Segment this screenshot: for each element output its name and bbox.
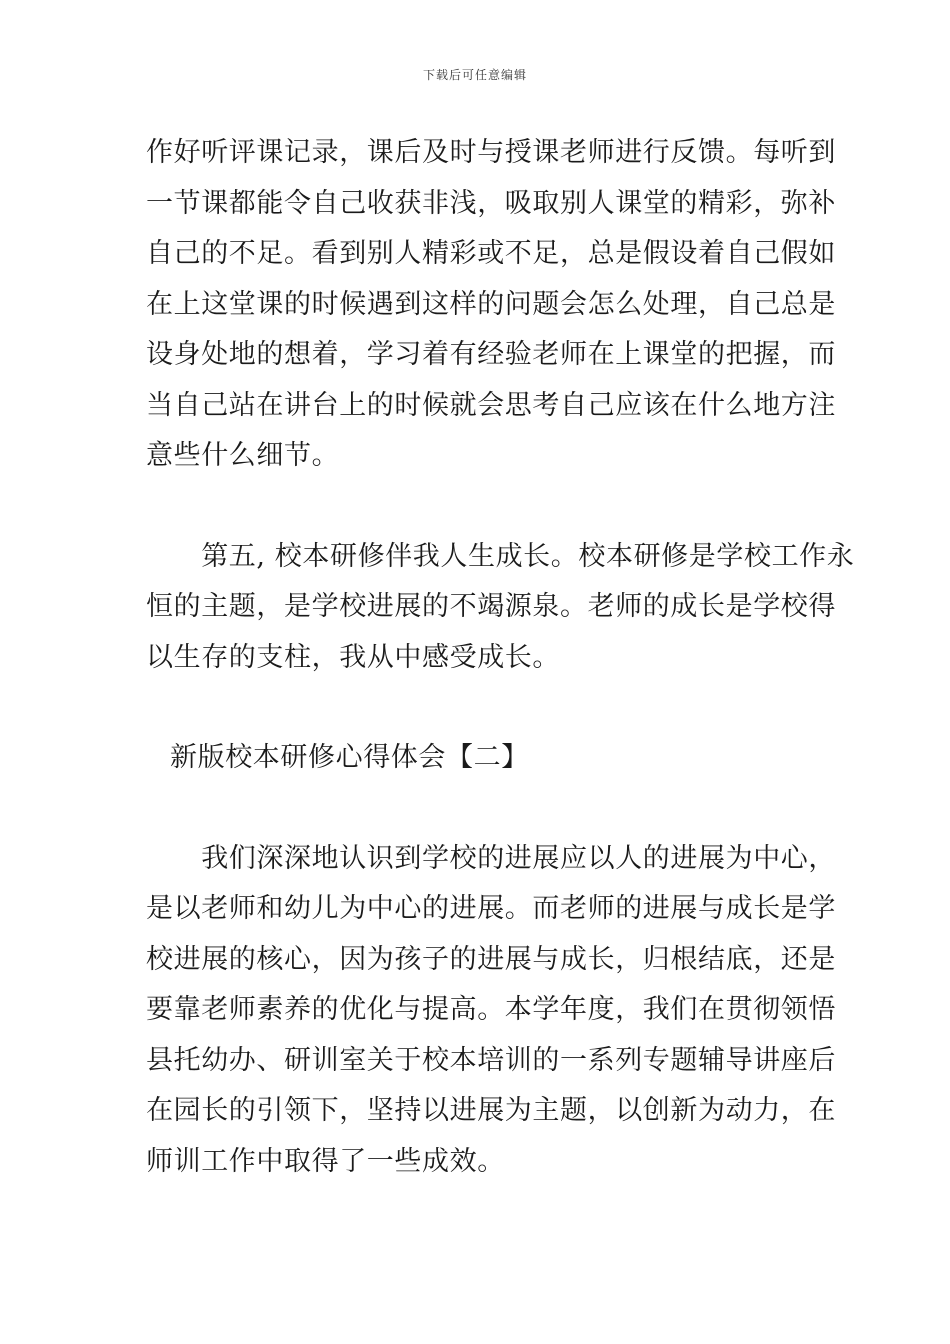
section-heading: 新版校本研修心得体会【二】 xyxy=(170,742,529,773)
paragraph-line: 县托幼办、研训室关于校本培训的一系列专题辅导讲座后 xyxy=(146,1044,836,1076)
paragraph-line: 恒的主题，是学校进展的不竭源泉。老师的成长是学校得 xyxy=(146,591,836,622)
paragraph-line: 作好听评课记录，课后及时与授课老师进行反馈。每听到 xyxy=(146,137,836,168)
document-body xyxy=(146,128,855,1187)
paragraph-line: 以生存的支柱，我从中感受成长。 xyxy=(146,641,560,673)
paragraph-line: 在园长的引领下，坚持以进展为主题，以创新为动力，在 xyxy=(146,1095,836,1126)
paragraph-line: 意些什么细节。 xyxy=(146,440,340,471)
page-header-note: 下载后可任意编辑 xyxy=(422,68,527,82)
paragraph-line: 设身处地的想着，学习着有经验老师在上课堂的把握，而 xyxy=(146,339,836,370)
paragraph-line: 第五, 校本研修伴我人生成长。校本研修是学校工作永 xyxy=(146,540,855,572)
paragraph-1 xyxy=(146,128,836,482)
paragraph-line: 我们深深地认识到学校的进展应以人的进展为中心， xyxy=(146,842,836,874)
paragraph-3 xyxy=(146,834,836,1188)
paragraph-2 xyxy=(146,532,855,684)
paragraph-spacer xyxy=(146,784,806,834)
paragraph-line: 一节课都能令自己收获非浅，吸取别人课堂的精彩，弥补 xyxy=(146,187,836,219)
paragraph-line: 当自己站在讲台上的时候就会思考自己应该在什么地方注 xyxy=(146,389,836,421)
paragraph-spacer xyxy=(146,482,806,532)
paragraph-line: 是以老师和幼儿为中心的进展。而老师的进展与成长是学 xyxy=(146,893,836,924)
paragraph-line: 在上这堂课的时候遇到这样的问题会怎么处理，自己总是 xyxy=(146,288,836,320)
paragraph-line: 师训工作中取得了一些成效。 xyxy=(146,1145,505,1177)
paragraph-line: 自己的不足。看到别人精彩或不足，总是假设着自己假如 xyxy=(146,238,836,269)
paragraph-line: 校进展的核心，因为孩子的进展与成长，归根结底，还是 xyxy=(146,943,836,975)
paragraph-line: 要靠老师素养的优化与提高。本学年度，我们在贯彻领悟 xyxy=(146,994,836,1025)
paragraph-spacer xyxy=(146,683,806,733)
